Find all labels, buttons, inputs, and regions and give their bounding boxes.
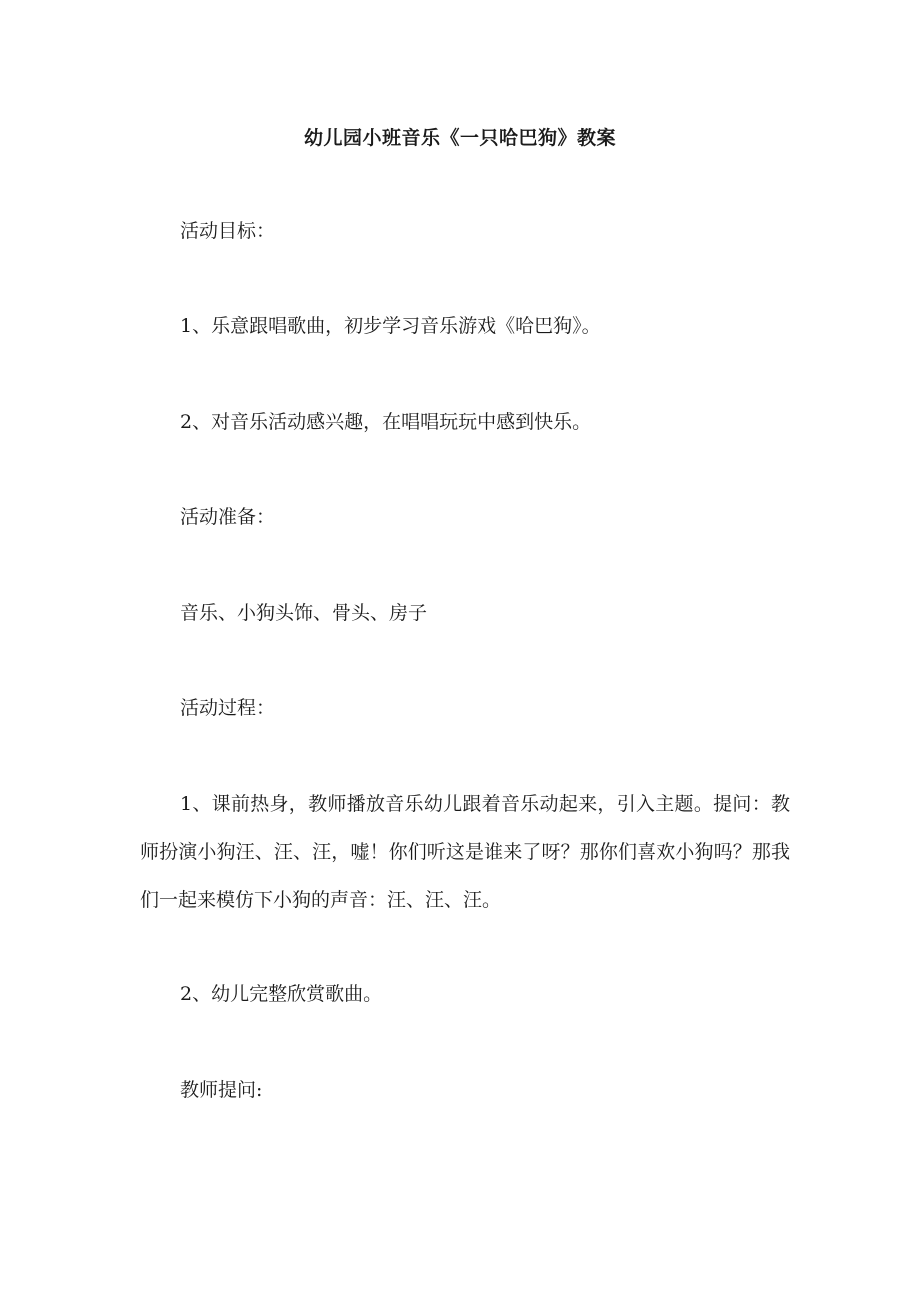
paragraph-goal-1: 1、乐意跟唱歌曲，初步学习音乐游戏《哈巴狗》。: [180, 315, 601, 337]
paragraph-preparation-items: 音乐、小狗头饰、骨头、房子: [180, 602, 428, 624]
document-title: 幼儿园小班音乐《一只哈巴狗》教案: [303, 127, 616, 149]
paragraph-process-step-1: 1、课前热身，教师播放音乐幼儿跟着音乐动起来，引入主题。提问：教师扮演小狗汪、汪、汪，嘘！你们听这是谁来了呀？那你们喜欢小狗吗？那我们一起来模仿下小狗的声音：汪、汪、汪。: [140, 793, 790, 911]
paragraph-activity-process-heading: 活动过程：: [180, 697, 276, 719]
paragraph-teacher-questions-heading: 教师提问:: [180, 1079, 263, 1101]
paragraph-activity-preparation-heading: 活动准备：: [180, 506, 276, 528]
paragraph-activity-goals-heading: 活动目标：: [180, 220, 276, 242]
paragraph-process-step-2: 2、幼儿完整欣赏歌曲。: [180, 983, 383, 1005]
paragraph-goal-2: 2、对音乐活动感兴趣，在唱唱玩玩中感到快乐。: [180, 411, 592, 433]
